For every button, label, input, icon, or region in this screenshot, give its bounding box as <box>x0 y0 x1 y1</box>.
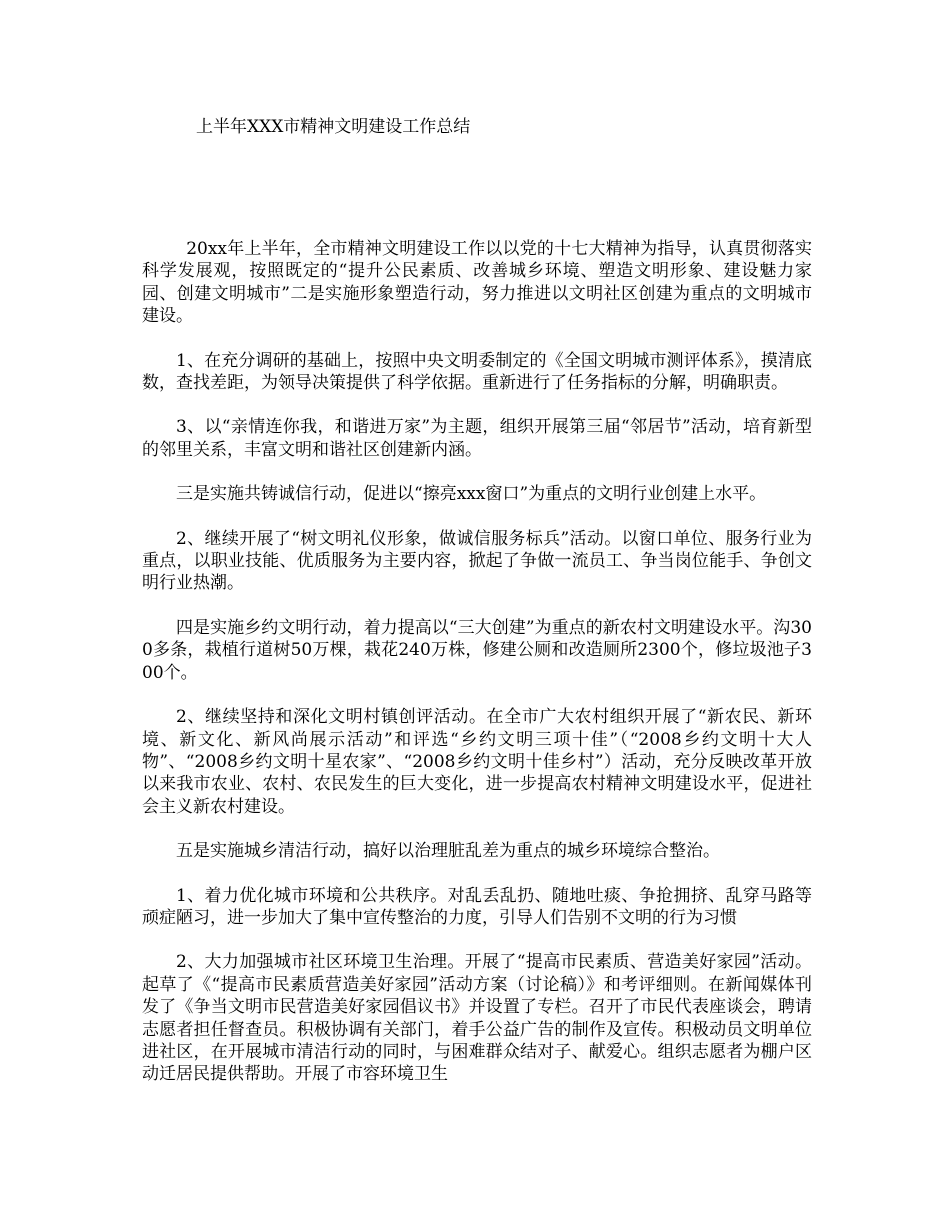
paragraph: 2、继续坚持和深化文明村镇创评活动。在全市广大农村组织开展了“新农民、新环境、新文化、新风尚展示活动”和评选“乡约文明三项十佳”（“2008乡约文明十大人物”、“2008乡约文明十星农家”、“2008乡约文明十佳乡村”）活动，充分反映改革开放以来我市农业、农村、农民发生的巨大变化，进一步提高农村精神文明建设水平，促进社会主义新农村建设。 <box>142 707 812 817</box>
paragraph: 五是实施城乡清洁行动，搞好以治理脏乱差为重点的城乡环境综合整治。 <box>176 841 720 862</box>
paragraph-intro: 20xx年上半年，全市精神文明建设工作以以党的十七大精神为指导，认真贯彻落实科学发展观，按照既定的“提升公民素质、改善城乡环境、塑造文明形象、建设魅力家园、创建文明城市”二是实施形象塑造行动，努力推进以文明社区创建为重点的文明城市建设。 <box>142 239 812 327</box>
document-body <box>142 238 812 1108</box>
paragraph: 3、以“亲情连你我，和谐进万家”为主题，组织开展第三届“邻居节”活动，培育新型的邻里关系，丰富文明和谐社区创建新内涵。 <box>142 417 812 460</box>
document-title: 上半年XXX市精神文明建设工作总结 <box>196 117 471 137</box>
paragraph: 四是实施乡约文明行动，着力提高以“三大创建”为重点的新农村文明建设水平。沟300多条，栽植行道树50万棵，栽花240万株，修建公厕和改造厕所2300个，修垃圾池子300个。 <box>142 617 812 683</box>
paragraph: 1、着力优化城市环境和公共秩序。对乱丢乱扔、随地吐痰、争抢拥挤、乱穿马路等顽症陋习，进一步加大了集中宣传整治的力度，引导人们告别不文明的行为习惯 <box>142 885 812 928</box>
paragraph: 2、继续开展了“树文明礼仪形象，做诚信服务标兵”活动。以窗口单位、服务行业为重点，以职业技能、优质服务为主要内容，掀起了争做一流员工、争当岗位能手、争创文明行业热潮。 <box>142 528 812 594</box>
paragraph: 2、大力加强城市社区环境卫生治理。开展了“提高市民素质、营造美好家园”活动。起草了《“提高市民素质营造美好家园”活动方案（讨论稿）》和考评细则。在新闻媒体刊发了《争当文明市民营造美好家园倡议书》并设置了专栏。召开了市民代表座谈会，聘请志愿者担任督查员。积极协调有关部门，着手公益广告的制作及宣传。积极动员文明单位进社区，在开展城市清洁行动的同时，与困难群众结对子、献爱心。组织志愿者为棚户区动迁居民提供帮助。开展了市容环境卫生 <box>142 952 812 1085</box>
paragraph: 1、在充分调研的基础上，按照中央文明委制定的《全国文明城市测评体系》，摸清底数，查找差距，为领导决策提供了科学依据。重新进行了任务指标的分解，明确职责。 <box>142 350 812 394</box>
paragraph: 三是实施共铸诚信行动，促进以“擦亮xxx窗口”为重点的文明行业创建上水平。 <box>176 484 767 505</box>
